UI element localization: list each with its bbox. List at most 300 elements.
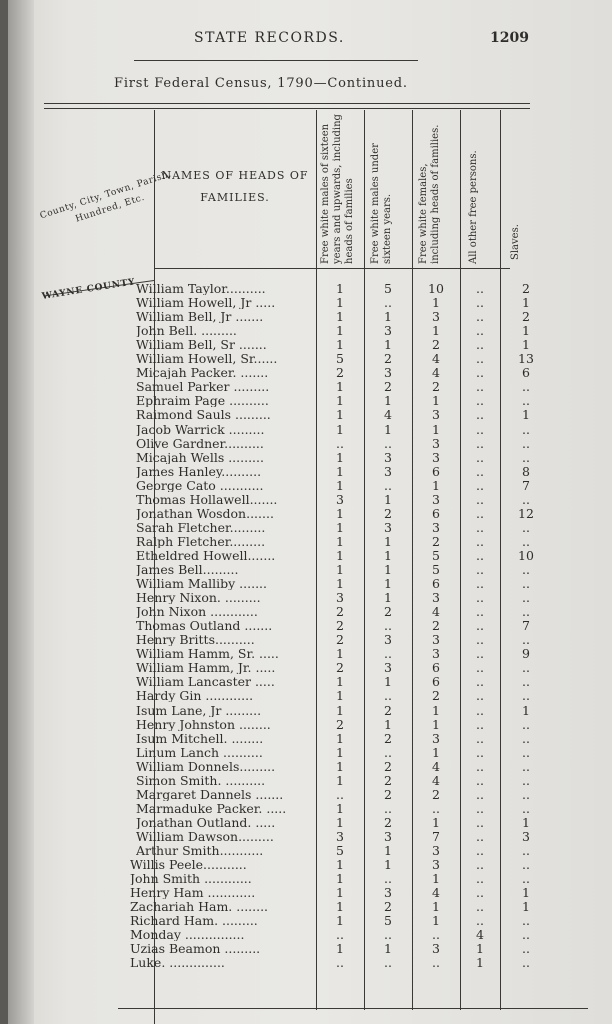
head-of-family-name: Margaret Dannels ....... xyxy=(136,787,284,801)
cell-males-under-16: .. xyxy=(384,477,392,493)
cell-males-under-16: 3 xyxy=(384,519,392,535)
cell-males-16-up: 1 xyxy=(336,477,344,493)
cell-males-16-up: 2 xyxy=(336,365,344,381)
cell-males-16-up: 1 xyxy=(336,857,344,873)
cell-slaves: 1 xyxy=(522,337,530,353)
head-of-family-name: Etheldred Howell....... xyxy=(136,548,276,562)
table-row xyxy=(8,437,608,450)
cell-slaves: .. xyxy=(522,449,530,465)
cell-females: 1 xyxy=(432,744,440,760)
cell-slaves: .. xyxy=(522,604,530,620)
cell-males-under-16: 2 xyxy=(384,604,392,620)
cell-males-under-16: 2 xyxy=(384,772,392,788)
cell-slaves: 1 xyxy=(522,702,530,718)
cell-males-under-16: 3 xyxy=(384,463,392,479)
cell-females: 2 xyxy=(432,786,440,802)
table-row xyxy=(8,900,608,913)
table-row xyxy=(8,577,608,590)
cell-males-under-16: 1 xyxy=(384,576,392,592)
table-bottom-rule xyxy=(118,1008,588,1009)
cell-slaves: .. xyxy=(522,758,530,774)
cell-males-under-16: .. xyxy=(384,295,392,311)
cell-other-free: .. xyxy=(476,519,484,535)
cell-females: 4 xyxy=(432,604,440,620)
running-head xyxy=(8,30,612,52)
cell-males-under-16: 1 xyxy=(384,674,392,690)
cell-males-under-16: 2 xyxy=(384,379,392,395)
cell-males-under-16: 1 xyxy=(384,562,392,577)
cell-other-free: .. xyxy=(476,393,484,409)
cell-males-under-16: 3 xyxy=(384,828,392,844)
head-of-family-name: James Hanley.......... xyxy=(136,464,262,478)
cell-males-16-up: 1 xyxy=(336,547,344,563)
table-row xyxy=(8,886,608,899)
cell-other-free: .. xyxy=(476,688,484,704)
head-of-family-name: William Howell, Jr ..... xyxy=(136,296,276,310)
cell-females: .. xyxy=(432,800,440,816)
cell-other-free: .. xyxy=(476,800,484,816)
cell-males-16-up: 3 xyxy=(336,828,344,844)
cell-males-under-16: .. xyxy=(384,618,392,634)
cell-slaves: .. xyxy=(522,800,530,816)
table-row xyxy=(8,788,608,801)
head-of-family-name: Henry Johnston ........ xyxy=(136,717,271,731)
table-row xyxy=(8,493,608,506)
cell-other-free: .. xyxy=(476,407,484,423)
cell-other-free: .. xyxy=(476,435,484,451)
caption-rule-top xyxy=(44,103,530,104)
cell-males-under-16: 2 xyxy=(384,351,392,367)
cell-other-free: .. xyxy=(476,463,484,479)
cell-females: 2 xyxy=(432,379,440,395)
head-of-family-name: William Hamm, Jr. ..... xyxy=(136,661,276,675)
cell-females: 3 xyxy=(432,449,440,465)
head-of-family-name: Jonathan Wosdon....... xyxy=(136,506,274,520)
table-row xyxy=(8,338,608,351)
table-row xyxy=(8,844,608,857)
cell-females: 3 xyxy=(432,730,440,746)
cell-males-under-16: 2 xyxy=(384,899,392,915)
cell-other-free: .. xyxy=(476,814,484,830)
cell-slaves: .. xyxy=(522,941,530,957)
males-16-up-header: Free white males of sixteen years and upwards, including heads of families xyxy=(320,114,355,264)
cell-slaves: .. xyxy=(522,393,530,409)
cell-other-free: .. xyxy=(476,885,484,901)
cell-males-under-16: 3 xyxy=(384,365,392,381)
cell-females: 3 xyxy=(432,435,440,451)
cell-males-under-16: 1 xyxy=(384,421,392,437)
cell-other-free: .. xyxy=(476,590,484,606)
head-of-family-name: Willis Peele........... xyxy=(130,858,247,872)
cell-females: 3 xyxy=(432,632,440,648)
cell-males-under-16: 3 xyxy=(384,632,392,648)
cell-males-16-up: 2 xyxy=(336,604,344,620)
cell-females: 3 xyxy=(432,843,440,858)
head-of-family-name: Micajah Wells ......... xyxy=(136,450,264,464)
cell-males-under-16: .. xyxy=(384,871,392,887)
head-of-family-name: William Malliby ....... xyxy=(136,577,267,591)
head-of-family-name: John Bell. ......... xyxy=(136,324,237,338)
head-of-family-name: Isum Lane, Jr ......... xyxy=(136,703,262,717)
cell-slaves: .. xyxy=(522,716,530,732)
cell-females: 1 xyxy=(432,477,440,493)
cell-slaves: .. xyxy=(522,435,530,451)
cell-females: 1 xyxy=(432,814,440,830)
cell-males-16-up: 1 xyxy=(336,744,344,760)
cell-males-under-16: 2 xyxy=(384,786,392,802)
cell-males-16-up: 1 xyxy=(336,295,344,311)
cell-females: 3 xyxy=(432,491,440,507)
table-row xyxy=(8,942,608,955)
cell-females: 1 xyxy=(432,899,440,915)
cell-males-16-up: 1 xyxy=(336,533,344,549)
cell-females: 3 xyxy=(432,590,440,606)
county-name: WAYNE COUNTY xyxy=(41,277,137,302)
cell-other-free: .. xyxy=(476,632,484,648)
cell-males-under-16: .. xyxy=(384,744,392,760)
cell-other-free: .. xyxy=(476,351,484,367)
cell-males-under-16: 1 xyxy=(384,491,392,507)
header-rule xyxy=(134,60,418,61)
cell-males-under-16: 3 xyxy=(384,323,392,339)
cell-slaves: .. xyxy=(522,857,530,873)
table-row xyxy=(8,563,608,576)
cell-other-free: .. xyxy=(476,716,484,732)
cell-other-free: .. xyxy=(476,421,484,437)
table-row xyxy=(8,633,608,646)
cell-slaves: 1 xyxy=(522,899,530,915)
table-caption: First Federal Census, 1790—Continued. xyxy=(114,76,408,91)
page-number: 1209 xyxy=(490,30,529,46)
head-of-family-name: Micajah Packer. ....... xyxy=(136,366,269,380)
cell-slaves: .. xyxy=(522,927,530,943)
cell-other-free: .. xyxy=(476,744,484,760)
head-of-family-name: Monday ............... xyxy=(130,928,245,942)
table-row xyxy=(8,451,608,464)
cell-females: 10 xyxy=(428,281,444,296)
table-row xyxy=(8,802,608,815)
cell-males-16-up: .. xyxy=(336,955,344,971)
cell-other-free: .. xyxy=(476,547,484,563)
table-row xyxy=(8,928,608,941)
cell-females: 3 xyxy=(432,857,440,873)
head-of-family-name: William Howell, Sr...... xyxy=(136,352,278,366)
cell-males-under-16: 1 xyxy=(384,533,392,549)
county-column-header: County, City, Town, Parish, Hundred, Etc. xyxy=(38,169,173,225)
cell-slaves: 9 xyxy=(522,646,530,662)
table-row xyxy=(8,324,608,337)
head-of-family-name: Luke. .............. xyxy=(130,956,225,970)
cell-males-16-up: 1 xyxy=(336,800,344,816)
cell-other-free: .. xyxy=(476,449,484,465)
cell-males-16-up: 1 xyxy=(336,913,344,929)
cell-slaves: 8 xyxy=(522,463,530,479)
head-of-family-name: Samuel Parker ......... xyxy=(136,380,270,394)
head-of-family-name: George Cato ........... xyxy=(136,478,264,492)
cell-other-free: 1 xyxy=(476,955,484,971)
head-of-family-name: Isum Mitchell. ........ xyxy=(136,731,264,745)
head-of-family-name: Jacob Warrick ......... xyxy=(136,422,265,436)
cell-males-under-16: 3 xyxy=(384,449,392,465)
cell-slaves: .. xyxy=(522,688,530,704)
cell-males-16-up: 1 xyxy=(336,449,344,465)
cell-slaves: .. xyxy=(522,772,530,788)
table-row xyxy=(8,774,608,787)
cell-other-free: .. xyxy=(476,505,484,521)
cell-females: 2 xyxy=(432,337,440,353)
cell-slaves: .. xyxy=(522,843,530,858)
cell-females: 4 xyxy=(432,772,440,788)
cell-males-16-up: 2 xyxy=(336,618,344,634)
cell-slaves: 1 xyxy=(522,885,530,901)
cell-males-16-up: 2 xyxy=(336,632,344,648)
cell-males-16-up: 5 xyxy=(336,351,344,367)
cell-males-16-up: 1 xyxy=(336,871,344,887)
cell-males-16-up: 1 xyxy=(336,519,344,535)
cell-females: 5 xyxy=(432,562,440,577)
cell-males-under-16: 2 xyxy=(384,730,392,746)
cell-males-16-up: 1 xyxy=(336,688,344,704)
cell-other-free: .. xyxy=(476,843,484,858)
head-of-family-name: Henry Britts.......... xyxy=(136,633,255,647)
cell-males-16-up: .. xyxy=(336,927,344,943)
table-row xyxy=(8,746,608,759)
head-of-family-name: Jonathan Outland. ..... xyxy=(136,815,276,829)
cell-males-under-16: 1 xyxy=(384,716,392,732)
cell-males-16-up: 1 xyxy=(336,337,344,353)
cell-females: 3 xyxy=(432,519,440,535)
table-row xyxy=(8,605,608,618)
cell-other-free: .. xyxy=(476,899,484,915)
cell-other-free: .. xyxy=(476,576,484,592)
table-row xyxy=(8,858,608,871)
cell-females: 6 xyxy=(432,576,440,592)
cell-other-free: .. xyxy=(476,702,484,718)
head-of-family-name: Ralph Fletcher......... xyxy=(136,534,266,548)
cell-slaves: .. xyxy=(522,955,530,971)
table-row xyxy=(8,704,608,717)
cell-slaves: .. xyxy=(522,674,530,690)
table-row xyxy=(8,549,608,562)
cell-males-under-16: 1 xyxy=(384,590,392,606)
cell-males-16-up: 1 xyxy=(336,646,344,662)
cell-other-free: .. xyxy=(476,365,484,381)
cell-males-under-16: 1 xyxy=(384,843,392,858)
cell-males-under-16: 2 xyxy=(384,814,392,830)
males-under-16-header: Free white males under sixteen years. xyxy=(370,143,393,264)
head-of-family-name: Hardy Gin ............ xyxy=(136,689,254,703)
head-of-family-name: Sarah Fletcher......... xyxy=(136,520,266,534)
running-title: STATE RECORDS. xyxy=(194,30,345,46)
cell-other-free: .. xyxy=(476,323,484,339)
cell-slaves: .. xyxy=(522,744,530,760)
cell-females: .. xyxy=(432,955,440,971)
table-row xyxy=(8,380,608,393)
head-of-family-name: Arthur Smith........... xyxy=(136,844,264,857)
cell-males-16-up: 1 xyxy=(336,730,344,746)
cell-males-under-16: 1 xyxy=(384,337,392,353)
cell-males-16-up: 1 xyxy=(336,562,344,577)
cell-other-free: .. xyxy=(476,533,484,549)
head-of-family-name: Thomas Outland ....... xyxy=(136,619,273,633)
table-row xyxy=(8,282,608,295)
cell-other-free: .. xyxy=(476,309,484,325)
names-column-header: NAMES OF HEADS OF FAMILIES. xyxy=(161,169,309,204)
cell-males-16-up: 1 xyxy=(336,379,344,395)
table-row xyxy=(8,408,608,421)
cell-males-16-up: 1 xyxy=(336,463,344,479)
cell-females: 4 xyxy=(432,758,440,774)
cell-females: 6 xyxy=(432,505,440,521)
cell-females: 1 xyxy=(432,871,440,887)
table-row xyxy=(8,661,608,674)
table-row xyxy=(8,830,608,843)
cell-slaves: 1 xyxy=(522,323,530,339)
cell-females: 1 xyxy=(432,913,440,929)
other-free-header: All other free persons. xyxy=(468,150,479,264)
head-of-family-name: Henry Ham ............ xyxy=(130,886,256,900)
table-row xyxy=(8,507,608,520)
cell-slaves: .. xyxy=(522,730,530,746)
cell-females: 2 xyxy=(432,533,440,549)
cell-other-free: .. xyxy=(476,646,484,662)
table-row xyxy=(8,732,608,745)
head-of-family-name: Olive Gardner.......... xyxy=(136,436,264,450)
cell-females: 1 xyxy=(432,295,440,311)
header-bottom-rule xyxy=(154,268,510,269)
cell-other-free: .. xyxy=(476,379,484,395)
cell-males-16-up: 1 xyxy=(336,281,344,296)
head-of-family-name: William Bell, Jr ....... xyxy=(136,310,264,324)
cell-other-free: .. xyxy=(476,337,484,353)
cell-males-16-up: 1 xyxy=(336,899,344,915)
cell-females: .. xyxy=(432,927,440,943)
cell-slaves: .. xyxy=(522,421,530,437)
head-of-family-name: William Bell, Sr ....... xyxy=(136,338,267,352)
cell-males-under-16: 2 xyxy=(384,505,392,521)
cell-females: 1 xyxy=(432,421,440,437)
table-row xyxy=(8,675,608,688)
cell-males-16-up: 1 xyxy=(336,772,344,788)
head-of-family-name: James Bell......... xyxy=(136,563,239,576)
cell-males-16-up: 1 xyxy=(336,674,344,690)
cell-males-16-up: 1 xyxy=(336,702,344,718)
cell-slaves: .. xyxy=(522,379,530,395)
table-row xyxy=(8,423,608,436)
cell-males-under-16: 1 xyxy=(384,309,392,325)
cell-other-free: .. xyxy=(476,660,484,676)
cell-slaves: 6 xyxy=(522,365,530,381)
cell-slaves: .. xyxy=(522,533,530,549)
cell-males-16-up: 1 xyxy=(336,885,344,901)
table-row xyxy=(8,872,608,885)
cell-slaves: 3 xyxy=(522,828,530,844)
head-of-family-name: William Donnels......... xyxy=(136,759,276,773)
cell-slaves: 1 xyxy=(522,407,530,423)
head-of-family-name: John Nixon ............ xyxy=(136,605,258,619)
cell-males-under-16: 1 xyxy=(384,941,392,957)
cell-slaves: .. xyxy=(522,519,530,535)
cell-males-under-16: .. xyxy=(384,927,392,943)
cell-males-16-up: 5 xyxy=(336,843,344,858)
head-of-family-name: Henry Nixon. ......... xyxy=(136,591,261,605)
cell-other-free: .. xyxy=(476,786,484,802)
cell-slaves: 7 xyxy=(522,477,530,493)
cell-other-free: .. xyxy=(476,857,484,873)
cell-other-free: .. xyxy=(476,758,484,774)
table-row xyxy=(8,465,608,478)
cell-males-under-16: .. xyxy=(384,435,392,451)
cell-slaves: .. xyxy=(522,786,530,802)
cell-females: 3 xyxy=(432,309,440,325)
females-header: Free white females, including heads of families. xyxy=(418,124,441,264)
table-row xyxy=(8,689,608,702)
head-of-family-name: Thomas Hollawell....... xyxy=(136,492,278,506)
cell-other-free: .. xyxy=(476,477,484,493)
cell-slaves: 12 xyxy=(518,505,534,521)
table-row xyxy=(8,718,608,731)
cell-females: 5 xyxy=(432,547,440,563)
cell-other-free: .. xyxy=(476,674,484,690)
cell-males-16-up: 1 xyxy=(336,407,344,423)
cell-males-under-16: 4 xyxy=(384,407,392,423)
cell-males-16-up: 1 xyxy=(336,323,344,339)
cell-males-16-up: 1 xyxy=(336,576,344,592)
head-of-family-name: Marmaduke Packer. ..... xyxy=(136,801,287,815)
table-row xyxy=(8,619,608,632)
table-row xyxy=(8,352,608,365)
cell-females: 2 xyxy=(432,618,440,634)
cell-slaves: .. xyxy=(522,660,530,676)
cell-males-under-16: 1 xyxy=(384,547,392,563)
head-of-family-name: William Lancaster ..... xyxy=(136,675,275,689)
cell-females: 2 xyxy=(432,688,440,704)
cell-males-16-up: 1 xyxy=(336,309,344,325)
cell-males-under-16: 1 xyxy=(384,393,392,409)
cell-females: 1 xyxy=(432,393,440,409)
cell-males-16-up: 1 xyxy=(336,814,344,830)
table-row xyxy=(8,914,608,927)
cell-females: 3 xyxy=(432,646,440,662)
cell-other-free: .. xyxy=(476,871,484,887)
cell-slaves: 2 xyxy=(522,281,530,296)
cell-other-free: .. xyxy=(476,604,484,620)
cell-other-free: .. xyxy=(476,618,484,634)
cell-males-16-up: 3 xyxy=(336,590,344,606)
head-of-family-name: Simon Smith. .......... xyxy=(136,773,266,787)
cell-males-under-16: .. xyxy=(384,955,392,971)
head-of-family-name: Richard Ham. ......... xyxy=(130,914,258,928)
cell-slaves: .. xyxy=(522,871,530,887)
head-of-family-name: Linum Lanch .......... xyxy=(136,745,263,759)
book-page xyxy=(8,0,612,1024)
cell-males-under-16: 5 xyxy=(384,913,392,929)
cell-slaves: .. xyxy=(522,576,530,592)
table-row xyxy=(8,760,608,773)
cell-slaves: .. xyxy=(522,913,530,929)
cell-females: 1 xyxy=(432,702,440,718)
cell-slaves: 13 xyxy=(518,351,534,367)
cell-females: 4 xyxy=(432,885,440,901)
cell-other-free: 1 xyxy=(476,941,484,957)
table-row xyxy=(8,535,608,548)
cell-males-under-16: 2 xyxy=(384,758,392,774)
table-row xyxy=(8,647,608,660)
cell-slaves: 7 xyxy=(522,618,530,634)
cell-other-free: .. xyxy=(476,281,484,296)
cell-other-free: .. xyxy=(476,491,484,507)
cell-males-under-16: 3 xyxy=(384,885,392,901)
